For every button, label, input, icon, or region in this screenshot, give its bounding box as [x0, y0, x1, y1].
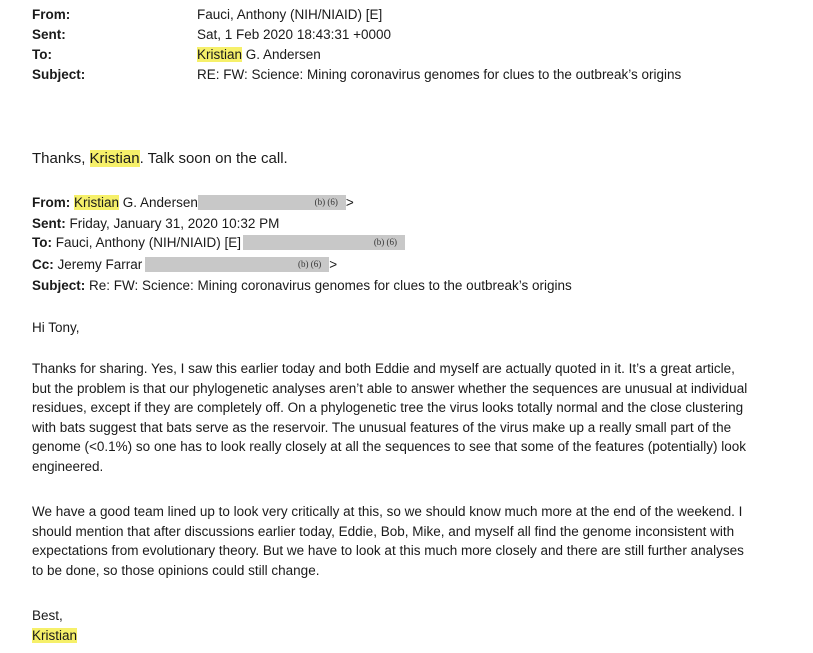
quoted-subject: [32, 278, 572, 294]
from-value: Fauci, Anthony (NIH/NIAID) [E]: [197, 7, 383, 22]
reply-post: . Talk soon on the call.: [139, 150, 288, 167]
redaction-box: [243, 235, 405, 250]
redaction-code: (b) (6): [298, 259, 322, 269]
quoted-to-label: To:: [32, 235, 52, 250]
highlighted-name: Kristian: [74, 195, 120, 210]
quoted-from: [32, 195, 354, 211]
body-paragraph-1: Thanks for sharing. Yes, I saw this earlier today and both Eddie and myself are actually quoted in it. It’s a great article, but the problem is that our phylogenetic analyses aren’t able to answer whether the sequences are unusual at individual residues, except if they are completely off. On a phylogenetic tree the virus looks totally normal and the close clustering with bats suggest that bats serve as the reservoir. The unusual features of the virus make up a really small part of the genome (<0.1%) so one has to look really closely at all the sequences to see that some of the features (potentially) look engineered.: [32, 361, 748, 474]
quoted-to: [32, 235, 405, 251]
to-value: [197, 47, 321, 63]
quoted-subject-label: Subject:: [32, 278, 86, 293]
quoted-cc-value: Jeremy Farrar: [53, 257, 143, 272]
quoted-sent: [32, 216, 279, 232]
redaction-box: [145, 257, 329, 272]
body-paragraph-2: We have a good team lined up to look very critically at this, so we should know much more at the end of the weekend. I should mention that after discussions earlier today, Eddie, Bob, Mike, and myself all find the genome inconsistent with expectations from evolutionary theory. But we have to look at this much more closely and there are still further analyses to be done, so those opinions could still change.: [32, 504, 744, 578]
highlighted-name: Kristian: [89, 150, 140, 167]
quoted-sent-label: Sent:: [32, 216, 66, 231]
closing: Best,: [32, 608, 63, 623]
quoted-to-value: Fauci, Anthony (NIH/NIAID) [E]: [52, 235, 242, 250]
redaction-code: (b) (6): [373, 237, 398, 247]
quoted-cc-suffix: >: [329, 257, 338, 272]
to-rest: G. Andersen: [242, 47, 321, 62]
redaction-code: (b) (6): [314, 197, 338, 207]
signature: [32, 628, 77, 644]
quoted-from-label: From:: [32, 195, 71, 210]
reply-text: [32, 150, 288, 168]
quoted-cc-label: Cc:: [32, 257, 54, 272]
to-label: To:: [32, 47, 52, 62]
redaction-box: [198, 195, 346, 210]
quoted-from-suffix: >: [345, 195, 354, 210]
sent-value: Sat, 1 Feb 2020 18:43:31 +0000: [197, 27, 392, 42]
quoted-from-rest: G. Andersen: [119, 195, 198, 210]
highlighted-name: Kristian: [197, 47, 243, 62]
highlighted-name: Kristian: [32, 628, 78, 643]
from-label: From:: [32, 7, 71, 22]
sent-label: Sent:: [32, 27, 66, 42]
quoted-subject-value: Re: FW: Science: Mining coronavirus genomes for clues to the outbreak’s origins: [85, 278, 572, 293]
reply-pre: Thanks,: [32, 150, 90, 167]
subject-value: RE: FW: Science: Mining coronavirus genomes for clues to the outbreak’s origins: [197, 67, 682, 82]
greeting: Hi Tony,: [32, 320, 80, 335]
quoted-sent-value: Friday, January 31, 2020 10:32 PM: [65, 216, 280, 231]
quoted-cc: [32, 257, 337, 273]
subject-label: Subject:: [32, 67, 86, 82]
